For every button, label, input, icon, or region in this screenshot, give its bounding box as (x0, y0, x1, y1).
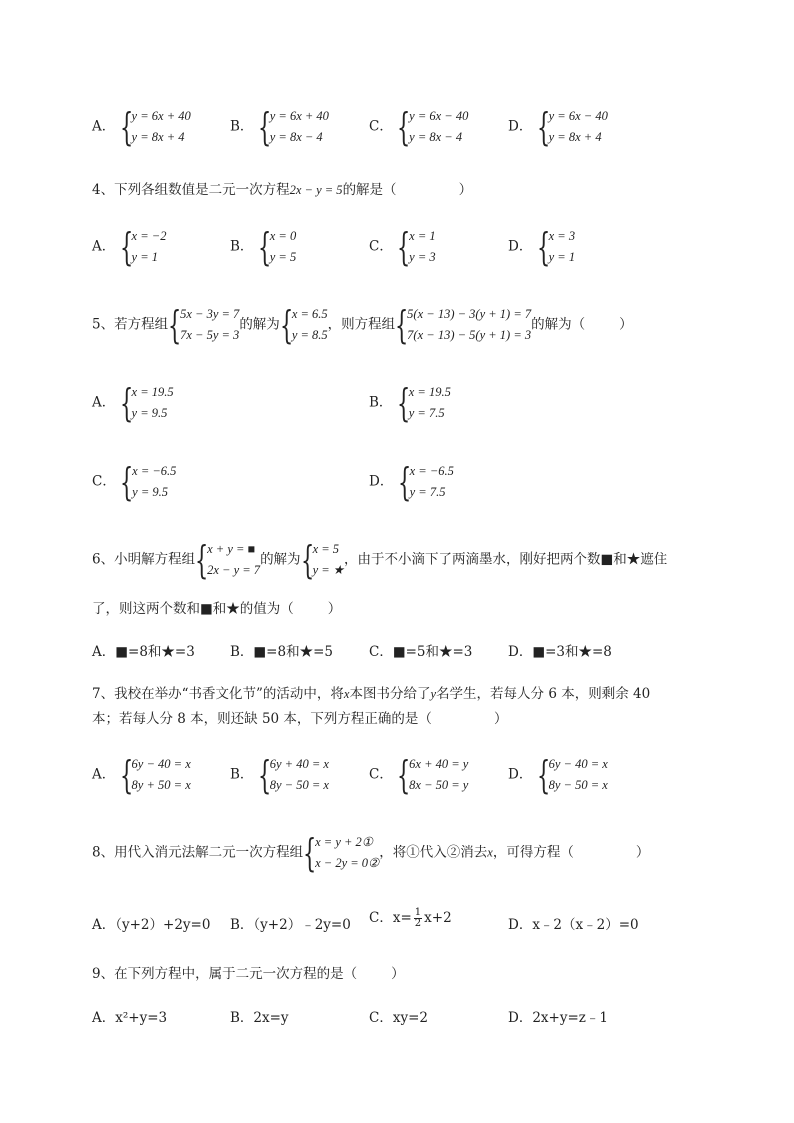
brace-icon: { (119, 105, 133, 149)
equation-system (537, 226, 575, 268)
question-9-stem (92, 962, 405, 982)
question-text: 8、用代入消元法解二元一次方程组 (92, 844, 304, 861)
equation-line: x = 19.5 (408, 385, 451, 399)
question-text: 本图书分给了 (349, 686, 431, 702)
brace-icon: { (257, 225, 272, 269)
equation-system (120, 754, 191, 796)
question-text: 名学生，若每人分 6 本，则剩余 40 (436, 686, 651, 702)
equation-line: y = 8x − 4 (269, 130, 323, 144)
q8-option-b[interactable]: B．（y+2）﹣2y=0 (230, 917, 351, 933)
equation-line: x = 0 (269, 229, 297, 243)
q6-option-d[interactable]: D．■=3和★=8 (508, 644, 612, 660)
brace-icon: { (395, 303, 409, 347)
equation-line: 2x − y = 7 (207, 563, 261, 577)
equation-line: y = 8x − 4 (409, 130, 463, 144)
q4-option-a[interactable] (92, 226, 166, 268)
option-label: B． (230, 238, 254, 255)
option-label: D． (508, 118, 533, 135)
question-text: ，则方程组 (327, 316, 396, 333)
question-text: 9、在下列方程中，属于二元一次方程的是（ (92, 966, 358, 982)
option-label: B． (230, 766, 254, 783)
equation-system (195, 539, 260, 581)
question-text: ，将①代入②消去 (379, 844, 488, 861)
question-7-stem (92, 682, 650, 702)
option-label: B． (369, 394, 393, 411)
equation-system (120, 382, 174, 424)
brace-icon: { (119, 225, 133, 269)
equation-line: 6x + 40 = y (409, 757, 469, 771)
question-text: 5、若方程组 (92, 316, 169, 333)
q3-option-b[interactable] (230, 106, 329, 148)
question-text: ） (619, 316, 633, 333)
option-label: C． (92, 473, 116, 490)
equation-line: y = 3 (409, 250, 436, 264)
question-text: 的解是（ (342, 182, 397, 198)
question-text: ，可得方程（ (492, 844, 574, 861)
equation-line: x = −6.5 (132, 464, 177, 478)
option-label: C． (369, 118, 393, 135)
question-text: ） (635, 844, 650, 861)
question-6-stem-line2 (92, 597, 341, 617)
q6-option-b[interactable]: B．■=8和★=5 (230, 644, 333, 660)
option-label: A． (92, 238, 116, 255)
option-label: D． (508, 766, 533, 783)
fraction-numerator: 1 (414, 907, 422, 918)
equation-line: x + y = ■ (207, 542, 256, 556)
q8-option-c[interactable] (369, 906, 452, 929)
brace-icon: { (397, 225, 411, 269)
option-label: C． (369, 238, 393, 255)
equation-line: x = 1 (409, 229, 436, 243)
question-text: 7、我校在举办“书香文化节”的活动中，将 (92, 686, 344, 702)
brace-icon: { (257, 753, 272, 797)
equation-line: x = 6.5 (291, 307, 328, 321)
equation-system (303, 832, 379, 874)
brace-icon: { (279, 303, 294, 347)
equation-line: y = 8.5 (291, 328, 328, 342)
brace-icon: { (120, 460, 134, 504)
equation-line: 8y − 50 = x (269, 778, 329, 792)
equation-line: y = 6x + 40 (131, 109, 191, 123)
brace-icon: { (168, 303, 182, 347)
question-text: 了，则这两个数和■和★的值为（ (92, 601, 294, 617)
question-text: ） (493, 711, 508, 727)
equation-line: 8y − 50 = x (548, 778, 608, 792)
q4-option-c[interactable] (369, 226, 436, 268)
question-4-stem (92, 178, 472, 198)
q9-option-b[interactable]: B．2x=y (230, 1010, 289, 1026)
fraction (414, 908, 422, 929)
equation-line: y = 7.5 (409, 485, 446, 499)
variable: y (430, 687, 437, 701)
q6-option-a[interactable]: A．■=8和★=3 (92, 644, 195, 660)
question-text: 的解为 (239, 316, 280, 333)
q5-option-a[interactable] (92, 382, 174, 424)
equation-line: x = y + 2① (315, 835, 374, 849)
q7-option-a[interactable] (92, 754, 191, 796)
equation-line: y = 6x − 40 (548, 109, 608, 123)
question-text: ） (458, 182, 473, 198)
brace-icon: { (119, 753, 133, 797)
question-text: 的解为 (260, 551, 301, 568)
brace-icon: { (536, 753, 550, 797)
equation-line: y = 1 (131, 250, 159, 264)
fraction-denominator: 2 (414, 918, 422, 929)
equation-system (397, 106, 468, 148)
equation-line: 8x − 50 = y (409, 778, 469, 792)
question-6-stem (92, 539, 667, 581)
question-text: ） (391, 966, 405, 982)
equation-system (397, 382, 451, 424)
brace-icon: { (536, 105, 550, 149)
question-8-stem (92, 832, 649, 874)
q5-option-d[interactable] (369, 461, 454, 503)
brace-icon: { (119, 381, 133, 425)
variable: x (343, 687, 350, 701)
question-text: 4、下列各组数值是二元一次方程 (92, 182, 290, 198)
variable: x (487, 845, 493, 860)
equation-line: 7(x − 13) − 5(y + 1) = 3 (407, 328, 532, 342)
equation-line: 8y + 50 = x (131, 778, 191, 792)
question-text: 6、小明解方程组 (92, 551, 196, 568)
equation-line: x = 5 (312, 542, 340, 556)
equation-line: x = 19.5 (131, 385, 174, 399)
solution-system (301, 539, 344, 581)
q4-option-d[interactable] (508, 226, 575, 268)
brace-icon: { (257, 105, 272, 149)
q3-option-d[interactable] (508, 106, 608, 148)
inline-equation: 2x − y = 5 (289, 183, 343, 197)
equation-line: y = 9.5 (131, 406, 168, 420)
equation-line: y = 6x + 40 (269, 109, 329, 123)
equation-system (258, 226, 296, 268)
equation-line: y = 6x − 40 (409, 109, 469, 123)
q7-option-b[interactable] (230, 754, 329, 796)
equation-system (258, 106, 329, 148)
q6-option-c[interactable]: C．■=5和★=3 (369, 644, 473, 660)
question-text: ） (327, 601, 342, 617)
solution-system (280, 304, 328, 346)
q7-option-c[interactable] (369, 754, 468, 796)
equation-system (168, 304, 239, 346)
equation-line: y = 8x + 4 (548, 130, 602, 144)
equation-line: x − 2y = 0② (315, 856, 380, 870)
equation-system (398, 461, 454, 503)
q4-option-b[interactable] (230, 226, 296, 268)
equation-line: 7x − 5y = 3 (180, 328, 240, 342)
equation-line: 6y − 40 = x (548, 757, 608, 771)
q9-option-a[interactable]: A．x²+y=3 (92, 1010, 168, 1026)
q7-option-d[interactable] (508, 754, 608, 796)
equation-system (397, 226, 435, 268)
question-text: 的解为（ (531, 316, 586, 333)
option-text: C．x= (369, 910, 412, 926)
brace-icon: { (397, 753, 411, 797)
q9-option-c[interactable]: C．xy=2 (369, 1010, 428, 1026)
option-label: C． (369, 766, 393, 783)
equation-line: 6y − 40 = x (131, 757, 191, 771)
equation-system (397, 754, 468, 796)
equation-line: 5x − 3y = 7 (180, 307, 240, 321)
option-label: D． (369, 473, 394, 490)
q3-option-a[interactable] (92, 106, 191, 148)
q3-option-c[interactable] (369, 106, 468, 148)
question-5-stem (92, 304, 633, 346)
q5-option-b[interactable] (369, 382, 451, 424)
option-label: A． (92, 118, 116, 135)
equation-line: 5(x − 13) − 3(y + 1) = 7 (407, 307, 532, 321)
equation-line: y = 9.5 (132, 485, 168, 499)
equation-line: y = 5 (269, 250, 297, 264)
equation-system (537, 754, 608, 796)
question-text: ，由于不小滴下了两滴墨水，刚好把两个数■和★遮住 (344, 551, 668, 568)
brace-icon: { (195, 538, 209, 582)
option-label: D． (508, 238, 533, 255)
equation-line: x = −6.5 (409, 464, 454, 478)
brace-icon: { (536, 225, 550, 269)
q5-option-c[interactable] (92, 461, 176, 503)
option-label: B． (230, 118, 254, 135)
equation-system (258, 754, 329, 796)
equation-system (120, 106, 191, 148)
equation-line: y = 7.5 (408, 406, 445, 420)
brace-icon: { (396, 381, 411, 425)
brace-icon: { (300, 538, 314, 582)
option-text: x+2 (424, 910, 452, 926)
q8-option-d[interactable]: D．x﹣2（x﹣2）=0 (508, 917, 639, 933)
brace-icon: { (397, 105, 411, 149)
equation-system (120, 461, 176, 503)
equation-line: 6y + 40 = x (269, 757, 329, 771)
question-text: 本；若每人分 8 本，则还缺 50 本，下列方程正确的是（ (92, 711, 432, 727)
question-7-stem-line2 (92, 707, 507, 727)
equation-system (395, 304, 531, 346)
equation-line: y = 8x + 4 (131, 130, 185, 144)
q8-option-a[interactable]: A．（y+2）+2y=0 (92, 917, 211, 933)
equation-line: x = 3 (548, 229, 576, 243)
brace-icon: { (397, 460, 411, 504)
equation-line: y = ★ (312, 563, 345, 577)
brace-icon: { (303, 831, 317, 875)
equation-line: y = 1 (548, 250, 576, 264)
option-label: A． (92, 766, 116, 783)
equation-line: x = −2 (131, 229, 167, 243)
option-label: A． (92, 394, 116, 411)
equation-system (120, 226, 167, 268)
equation-system (537, 106, 608, 148)
q9-option-d[interactable]: D．2x+y=z﹣1 (508, 1010, 608, 1026)
